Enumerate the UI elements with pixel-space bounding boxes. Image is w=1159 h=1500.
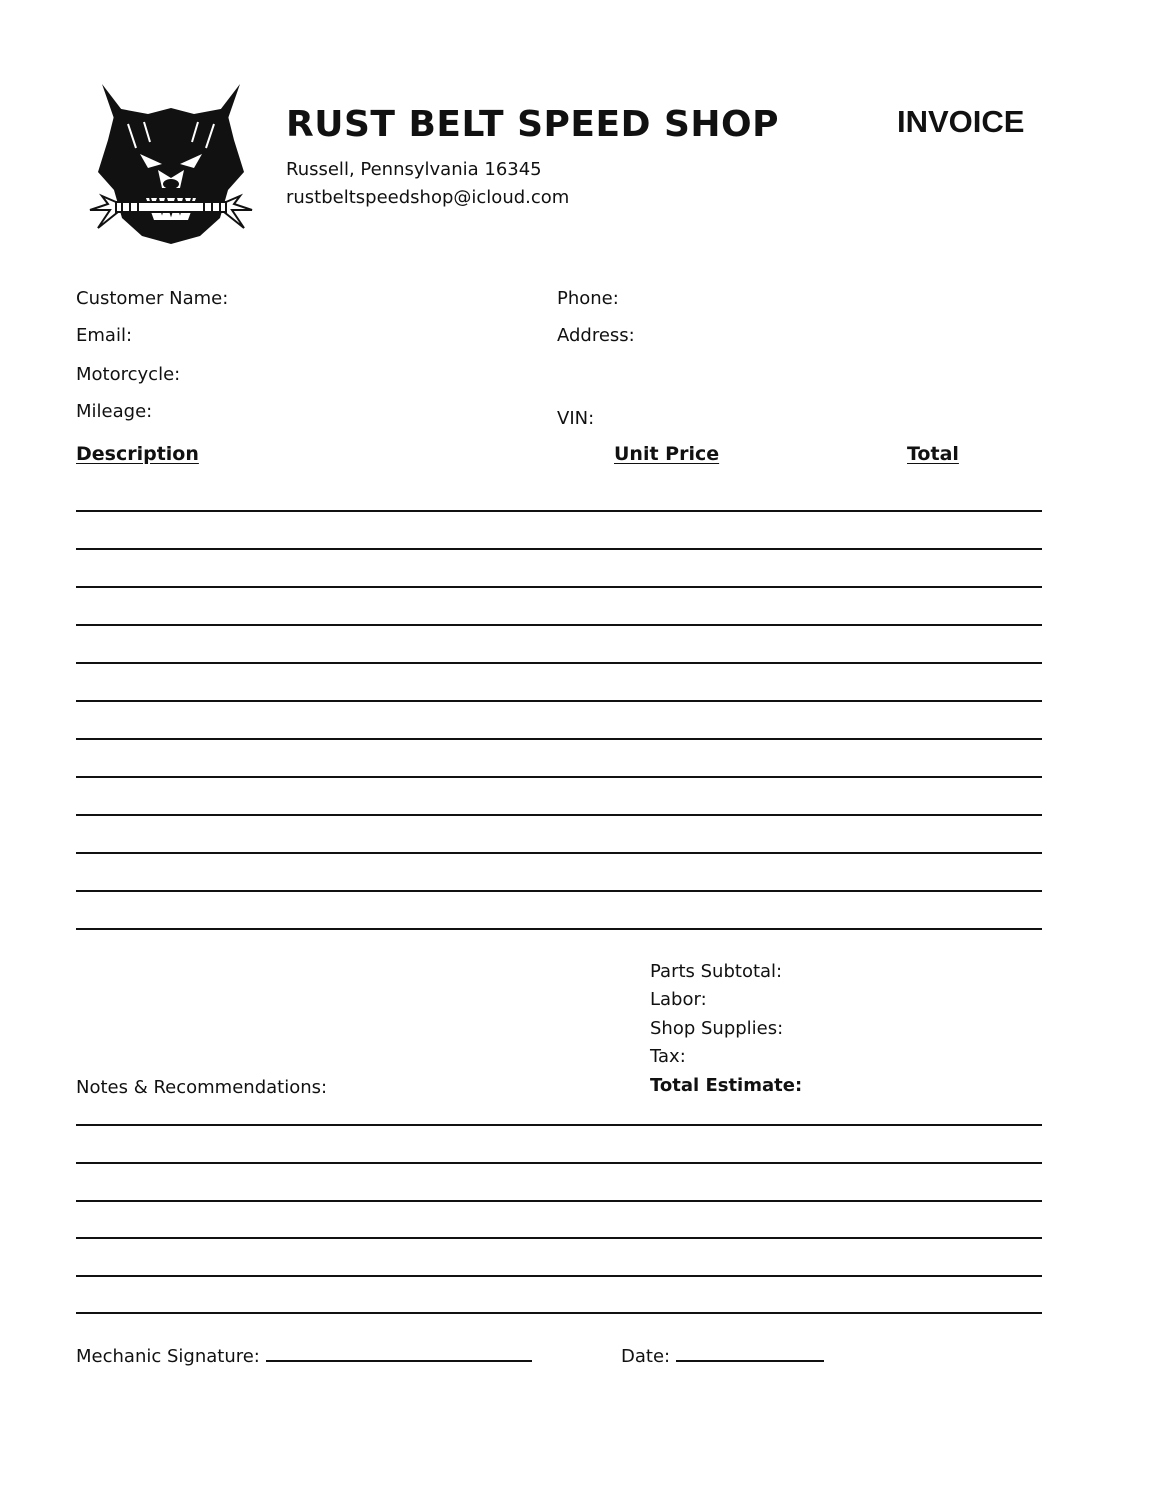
line-item-row[interactable] [76,662,1042,664]
shop-email: rustbeltspeedshop@icloud.com [286,187,570,208]
tax-label: Tax: [650,1046,686,1068]
notes-line[interactable] [76,1124,1042,1126]
email-label: Email: [76,325,133,346]
notes-label: Notes & Recommendations: [76,1077,328,1098]
motorcycle-label: Motorcycle: [76,364,181,385]
notes-line[interactable] [76,1312,1042,1314]
date-line[interactable] [676,1342,824,1362]
line-item-row[interactable] [76,738,1042,740]
line-item-row[interactable] [76,700,1042,702]
vin-label: VIN: [557,408,595,429]
line-item-row[interactable] [76,814,1042,816]
wolf-head-logo-icon [88,78,254,248]
address-label: Address: [557,325,635,346]
line-item-row[interactable] [76,624,1042,626]
line-item-row[interactable] [76,510,1042,512]
invoice-title: INVOICE [897,104,1025,139]
labor-label: Labor: [650,989,707,1011]
total-estimate-label: Total Estimate: [650,1074,803,1096]
date-field [621,1342,824,1367]
line-item-row[interactable] [76,928,1042,930]
column-header-description: Description [76,443,199,465]
notes-line[interactable] [76,1275,1042,1277]
mileage-label: Mileage: [76,401,153,422]
phone-label: Phone: [557,288,619,309]
line-item-row[interactable] [76,548,1042,550]
line-item-row[interactable] [76,776,1042,778]
mechanic-signature-line[interactable] [266,1342,532,1362]
mechanic-signature-label: Mechanic Signature: [76,1346,260,1367]
shop-supplies-label: Shop Supplies: [650,1017,784,1039]
date-label: Date: [621,1346,671,1367]
notes-line[interactable] [76,1237,1042,1239]
totals-block [650,958,802,1100]
line-item-row[interactable] [76,890,1042,892]
line-item-row[interactable] [76,852,1042,854]
shop-name: RUST BELT SPEED SHOP [286,104,780,145]
parts-subtotal-label: Parts Subtotal: [650,961,783,982]
column-header-unit-price: Unit Price [614,443,720,465]
mechanic-signature-field [76,1342,532,1367]
column-header-total: Total [907,443,959,465]
shop-location: Russell, Pennsylvania 16345 [286,159,542,180]
customer-name-label: Customer Name: [76,288,229,309]
line-item-row[interactable] [76,586,1042,588]
notes-line[interactable] [76,1162,1042,1164]
notes-line[interactable] [76,1200,1042,1202]
